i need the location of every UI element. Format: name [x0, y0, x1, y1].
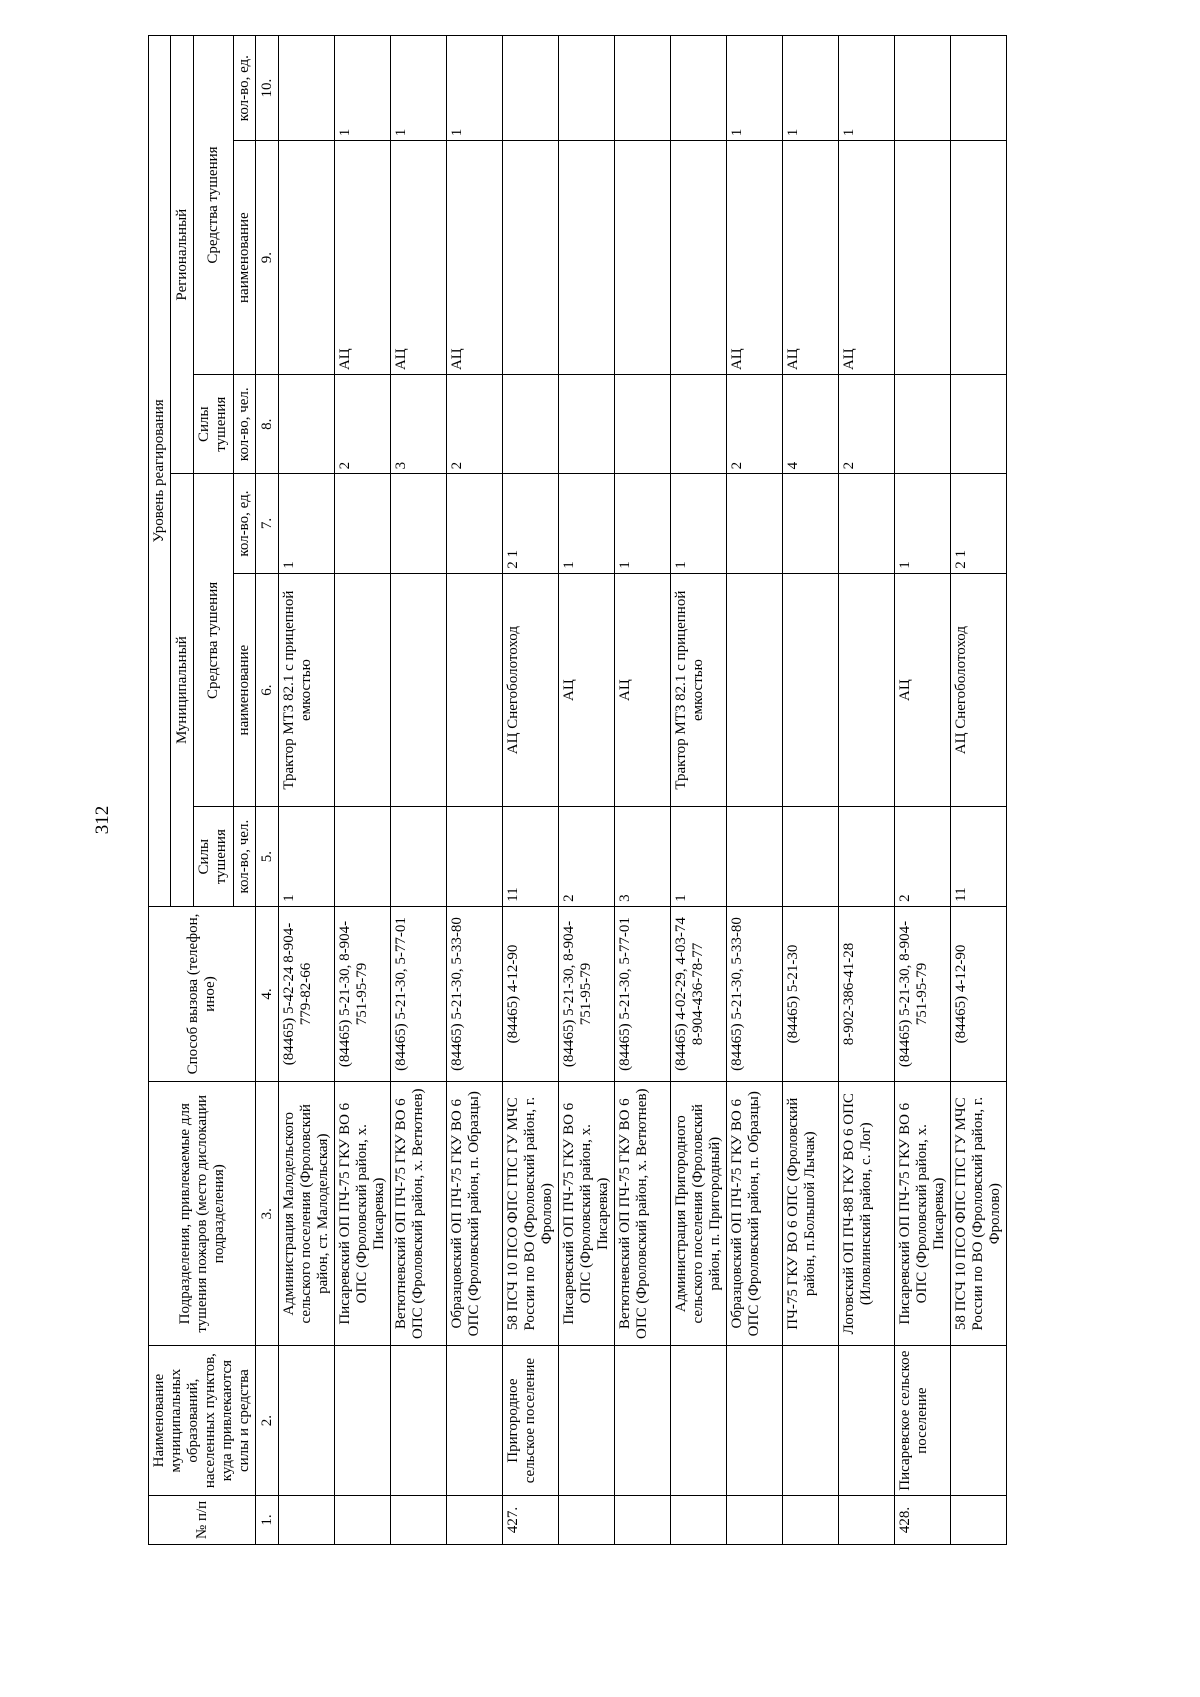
table-row: [727, 36, 783, 1545]
header-name: наименование: [233, 141, 255, 375]
col-number: 2.: [256, 1346, 279, 1496]
rotated-table-container: [148, 35, 1007, 1545]
col-number: 4.: [256, 906, 279, 1081]
municipal-means-qty: [335, 474, 391, 573]
call-method: (84465) 5-21-30, 8-904-751-95-79: [895, 906, 951, 1081]
header-qty-units: кол-во, ед.: [233, 36, 255, 141]
row-number: [335, 1495, 391, 1544]
regional-forces-qty: [503, 375, 559, 474]
municipal-forces-qty: 11: [503, 807, 559, 906]
municipal-means-name: [727, 573, 783, 807]
municipal-means-qty: 1: [671, 474, 727, 573]
municipal-means-name: [391, 573, 447, 807]
municipality-name: [335, 1346, 391, 1496]
row-number: [671, 1495, 727, 1544]
row-number: [391, 1495, 447, 1544]
municipal-means-qty: [391, 474, 447, 573]
header-qty-people: кол-во, чел.: [233, 807, 255, 906]
unit-name: 58 ПСЧ 10 ПСО ФПС ГПС ГУ МЧС России по ВО (Фроловский район, г. Фролово): [503, 1082, 559, 1346]
row-number: 427.: [503, 1495, 559, 1544]
call-method: (84465) 5-21-30, 5-33-80: [727, 906, 783, 1081]
row-number: [559, 1495, 615, 1544]
regional-means-name: [279, 141, 335, 375]
table-row: [447, 36, 503, 1545]
unit-name: Образцовский ОП ПЧ-75 ГКУ ВО 6 ОПС (Фроловский район, п. Образцы): [727, 1082, 783, 1346]
regional-means-name: [615, 141, 671, 375]
regional-forces-qty: [671, 375, 727, 474]
col-number: 10.: [256, 36, 279, 141]
header-qty-people: кол-во, чел.: [233, 375, 255, 474]
header-unit: Подразделения, привлекаемые для тушения пожаров (место дислокации подразделения): [149, 1082, 256, 1346]
regional-forces-qty: 2: [335, 375, 391, 474]
row-number: [279, 1495, 335, 1544]
unit-name: Ветютневский ОП ПЧ-75 ГКУ ВО 6 ОПС (Фроловский район, х. Ветютнев): [615, 1082, 671, 1346]
regional-forces-qty: 4: [783, 375, 839, 474]
municipal-forces-qty: 11: [951, 807, 1007, 906]
regional-means-qty: 1: [783, 36, 839, 141]
call-method: (84465) 5-21-30, 8-904-751-95-79: [559, 906, 615, 1081]
unit-name: Писаревский ОП ПЧ-75 ГКУ ВО 6 ОПС (Фроловский район, х. Писаревка): [335, 1082, 391, 1346]
municipal-means-name: АЦ Снегоболотоход: [503, 573, 559, 807]
regional-means-name: [895, 141, 951, 375]
municipal-means-qty: [727, 474, 783, 573]
header-municipal: Муниципальный: [171, 474, 193, 906]
unit-name: Писаревский ОП ПЧ-75 ГКУ ВО 6 ОПС (Фроловский район, х. Писаревка): [559, 1082, 615, 1346]
municipal-forces-qty: [335, 807, 391, 906]
page-number: 312: [92, 805, 113, 835]
municipal-forces-qty: [727, 807, 783, 906]
regional-means-qty: [279, 36, 335, 141]
regional-forces-qty: 2: [727, 375, 783, 474]
call-method: 8-902-386-41-28: [839, 906, 895, 1081]
unit-name: 58 ПСЧ 10 ПСО ФПС ГПС ГУ МЧС России по ВО (Фроловский район, г. Фролово): [951, 1082, 1007, 1346]
municipal-means-qty: 2 1: [951, 474, 1007, 573]
municipal-means-name: АЦ: [615, 573, 671, 807]
unit-name: Ветютневский ОП ПЧ-75 ГКУ ВО 6 ОПС (Фроловский район, х. Ветютнев): [391, 1082, 447, 1346]
header-regional-means: Средства тушения: [193, 36, 233, 375]
regional-forces-qty: [279, 375, 335, 474]
call-method: (84465) 5-21-30, 5-33-80: [447, 906, 503, 1081]
municipal-means-qty: [783, 474, 839, 573]
header-municipal-means: Средства тушения: [193, 474, 233, 807]
col-number: 5.: [256, 807, 279, 906]
header-municipality: Наименование муниципальных образований, населенных пунктов, куда привлекаются силы и средства: [149, 1346, 256, 1496]
municipal-forces-qty: [783, 807, 839, 906]
municipality-name: Писаревское сельское поселение: [895, 1346, 951, 1496]
row-number: [727, 1495, 783, 1544]
header-regional-forces: Силы тушения: [193, 375, 233, 474]
header-regional: Региональный: [171, 36, 193, 474]
regional-forces-qty: 2: [839, 375, 895, 474]
regional-means-name: АЦ: [839, 141, 895, 375]
row-number: [951, 1495, 1007, 1544]
col-number: 8.: [256, 375, 279, 474]
regional-means-qty: 1: [335, 36, 391, 141]
table-row: [783, 36, 839, 1545]
municipal-means-name: [839, 573, 895, 807]
regional-means-name: [951, 141, 1007, 375]
regional-forces-qty: [615, 375, 671, 474]
regional-means-qty: 1: [839, 36, 895, 141]
col-number: 3.: [256, 1082, 279, 1346]
regional-means-qty: [671, 36, 727, 141]
table-row: [671, 36, 727, 1545]
regional-forces-qty: [895, 375, 951, 474]
regional-means-name: АЦ: [447, 141, 503, 375]
header-municipal-forces: Силы тушения: [193, 807, 233, 906]
municipality-name: [783, 1346, 839, 1496]
regional-means-qty: [559, 36, 615, 141]
municipal-means-qty: [447, 474, 503, 573]
municipality-name: [447, 1346, 503, 1496]
regional-means-name: АЦ: [335, 141, 391, 375]
call-method: (84465) 4-02-29, 4-03-74 8-904-436-78-77: [671, 906, 727, 1081]
regional-means-qty: 1: [447, 36, 503, 141]
municipal-forces-qty: 2: [895, 807, 951, 906]
regional-means-name: [559, 141, 615, 375]
municipal-forces-qty: 1: [671, 807, 727, 906]
municipal-forces-qty: [839, 807, 895, 906]
regional-forces-qty: 2: [447, 375, 503, 474]
municipality-name: Пригородное сельское поселение: [503, 1346, 559, 1496]
municipality-name: [615, 1346, 671, 1496]
regional-forces-qty: [559, 375, 615, 474]
table-row: [951, 36, 1007, 1545]
row-number: [839, 1495, 895, 1544]
municipality-name: [559, 1346, 615, 1496]
regional-means-name: АЦ: [783, 141, 839, 375]
row-number: [447, 1495, 503, 1544]
header-name: наименование: [233, 573, 255, 807]
regional-means-qty: 1: [391, 36, 447, 141]
header-num: № п/п: [149, 1495, 256, 1544]
regional-means-qty: [895, 36, 951, 141]
call-method: (84465) 5-21-30, 8-904-751-95-79: [335, 906, 391, 1081]
regional-means-qty: 1: [727, 36, 783, 141]
table-row: [503, 36, 559, 1545]
regional-means-name: [503, 141, 559, 375]
municipal-means-name: АЦ Снегоболотоход: [951, 573, 1007, 807]
call-method: (84465) 5-21-30, 5-77-01: [391, 906, 447, 1081]
table-row: [279, 36, 335, 1545]
municipal-means-qty: 1: [559, 474, 615, 573]
municipal-means-name: АЦ: [895, 573, 951, 807]
municipal-forces-qty: [391, 807, 447, 906]
header-response-level: Уровень реагирования: [149, 36, 171, 907]
unit-name: Образцовский ОП ПЧ-75 ГКУ ВО 6 ОПС (Фроловский район, п. Образцы): [447, 1082, 503, 1346]
municipal-means-name: [783, 573, 839, 807]
call-method: (84465) 5-21-30, 5-77-01: [615, 906, 671, 1081]
table-row: [335, 36, 391, 1545]
municipal-means-name: Трактор МТЗ 82.1 с прицепной емкостью: [279, 573, 335, 807]
municipality-name: [279, 1346, 335, 1496]
table-row: [895, 36, 951, 1545]
row-number: [783, 1495, 839, 1544]
municipal-means-qty: 1: [895, 474, 951, 573]
unit-name: Администрация Малодельского сельского поселения (Фроловский район, ст. Малодельская): [279, 1082, 335, 1346]
regional-means-name: [671, 141, 727, 375]
unit-name: Администрация Пригородного сельского поселения (Фроловский район, п. Пригородный): [671, 1082, 727, 1346]
municipal-means-qty: 2 1: [503, 474, 559, 573]
regional-forces-qty: 3: [391, 375, 447, 474]
regional-forces-qty: [951, 375, 1007, 474]
municipal-forces-qty: 2: [559, 807, 615, 906]
table-row: [839, 36, 895, 1545]
call-method: (84465) 4-12-90: [951, 906, 1007, 1081]
header-qty-units: кол-во, ед.: [233, 474, 255, 573]
regional-means-qty: [503, 36, 559, 141]
header-call-method: Способ вызова (телефон, иное): [149, 906, 256, 1081]
fire-response-table: [148, 35, 1007, 1545]
municipality-name: [671, 1346, 727, 1496]
col-number: 9.: [256, 141, 279, 375]
municipality-name: [727, 1346, 783, 1496]
regional-means-qty: [951, 36, 1007, 141]
call-method: (84465) 5-42-24 8-904-779-82-66: [279, 906, 335, 1081]
regional-means-qty: [615, 36, 671, 141]
table-row: [391, 36, 447, 1545]
municipal-means-qty: 1: [279, 474, 335, 573]
unit-name: Логовский ОП ПЧ-88 ГКУ ВО 6 ОПС (Иловлинский район, с. Лог): [839, 1082, 895, 1346]
row-number: 428.: [895, 1495, 951, 1544]
municipal-forces-qty: [447, 807, 503, 906]
unit-name: Писаревский ОП ПЧ-75 ГКУ ВО 6 ОПС (Фроловский район, х. Писаревка): [895, 1082, 951, 1346]
unit-name: ПЧ-75 ГКУ ВО 6 ОПС (Фроловский район, п.Большой Лычак): [783, 1082, 839, 1346]
table-row: [615, 36, 671, 1545]
municipality-name: [839, 1346, 895, 1496]
call-method: (84465) 4-12-90: [503, 906, 559, 1081]
regional-means-name: АЦ: [391, 141, 447, 375]
municipal-forces-qty: 3: [615, 807, 671, 906]
col-number: 1.: [256, 1495, 279, 1544]
col-number: 6.: [256, 573, 279, 807]
municipal-forces-qty: 1: [279, 807, 335, 906]
col-number: 7.: [256, 474, 279, 573]
municipal-means-name: [447, 573, 503, 807]
municipal-means-name: [335, 573, 391, 807]
municipal-means-name: Трактор МТЗ 82.1 с прицепной емкостью: [671, 573, 727, 807]
municipality-name: [391, 1346, 447, 1496]
row-number: [615, 1495, 671, 1544]
municipality-name: [951, 1346, 1007, 1496]
municipal-means-qty: 1: [615, 474, 671, 573]
municipal-means-qty: [839, 474, 895, 573]
municipal-means-name: АЦ: [559, 573, 615, 807]
call-method: (84465) 5-21-30: [783, 906, 839, 1081]
table-row: [559, 36, 615, 1545]
regional-means-name: АЦ: [727, 141, 783, 375]
